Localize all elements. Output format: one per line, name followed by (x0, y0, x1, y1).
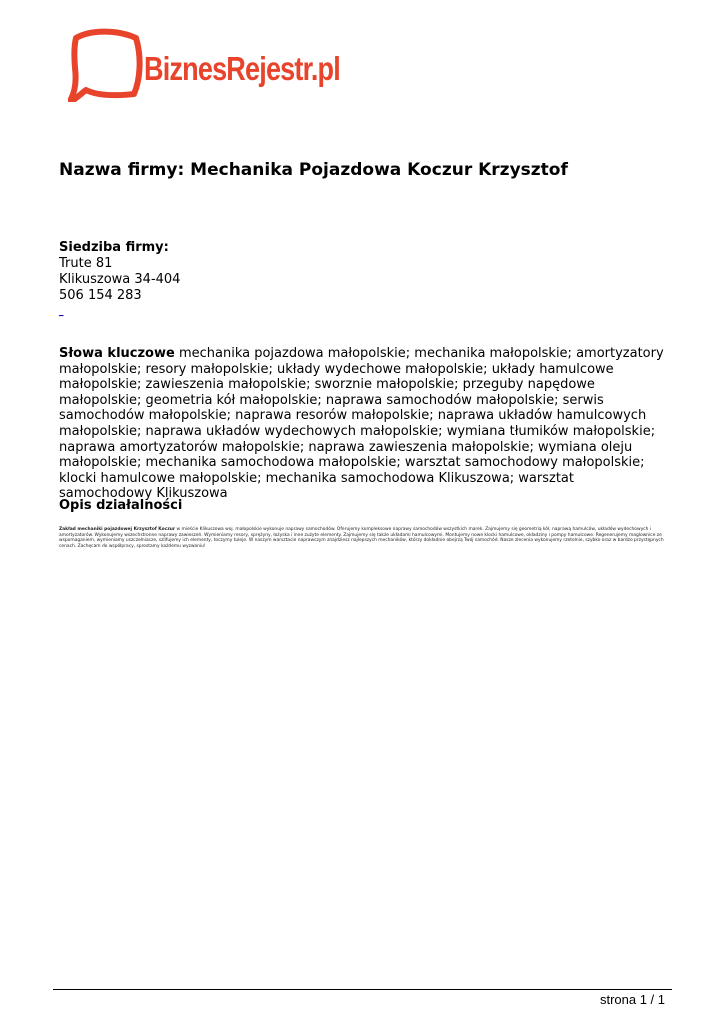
speech-bubble-icon (68, 28, 148, 102)
company-title: Nazwa firmy: Mechanika Pojazdowa Koczur Krzysztof (59, 160, 568, 180)
description-text (59, 527, 671, 549)
keywords-label: Słowa kluczowe (59, 346, 175, 361)
description-lead: Zakład mechaniki pojazdowej Krzysztof Koczur (59, 527, 176, 532)
brand-name: BiznesRejestr.pl (144, 50, 340, 87)
keywords-paragraph (59, 346, 669, 502)
keywords-text: mechanika pojazdowa małopolskie; mechanika małopolskie; amortyzatory małopolskie; resory małopolskie; układy wydechowe małopolskie; układy hamulcowe małopolskie; zawieszenia małopolskie; sworznie małopolskie; przeguby napędowe małopolskie; geometria kół małopolskie; naprawa samochodów małopolskie; serwis samochodów małopolskie; naprawa resorów małopolskie; naprawa układów hamulcowych małopolskie; naprawa układów wydechowych małopolskie; wymiana tłumików małopolskie; naprawa amortyzatorów małopolskie; naprawa zawieszenia małopolskie; wymiana oleju małopolskie; mechanika samochodowa małopolskie; warsztat samochodowy małopolskie; klocki hamulcowe małopolskie; mechanika samochodowa Klikuszowa; warsztat samochodowy Klikuszowa (59, 346, 664, 502)
description-heading: Opis działalności (59, 498, 183, 513)
description-body: w mieście Klikuszowa woj. małopolskie wykonuje naprawy samochodów. Oferujemy kompleksowe naprawy samochodów wszystkich marek. Zajmujemy się geometrią kół, naprawą hamulców, układów wydechowych i amortyzatorów. Wykonujemy wszechstronne naprawy zawieszeń. Wymieniamy resory, sprężyny, łożyska i inne zużyte elementy. Zajmujemy się także układami hamulcowymi. Montujemy nowe klocki hamulcowe, okładziny i pompy hamulcowe. Regenerujemy maglownice ze wspomaganiem, wymieniamy uszczelniacze, szlifujemy ich elementy, toczymy tuleje. W naszym warsztacie naprawczym znajdziesz najlepszych mechaników, którzy dokładnie obejrzą Twój samochód. Nasze zlecenia wykonujemy rzetelnie, szybko oraz w bardzo przystępnych cenach. Zachęcam do współpracy, sprostamy każdemu wyzwaniu! (59, 527, 664, 549)
footer-divider (53, 989, 672, 990)
headquarters-block (59, 240, 180, 320)
address-city: Klikuszowa 34-404 (59, 272, 181, 287)
website-link[interactable]: _ (59, 307, 64, 317)
page-number: strona 1 / 1 (599, 992, 665, 1007)
headquarters-label: Siedziba firmy: (59, 240, 169, 255)
phone-number: 506 154 283 (59, 288, 142, 303)
address-street: Trute 81 (59, 256, 113, 271)
